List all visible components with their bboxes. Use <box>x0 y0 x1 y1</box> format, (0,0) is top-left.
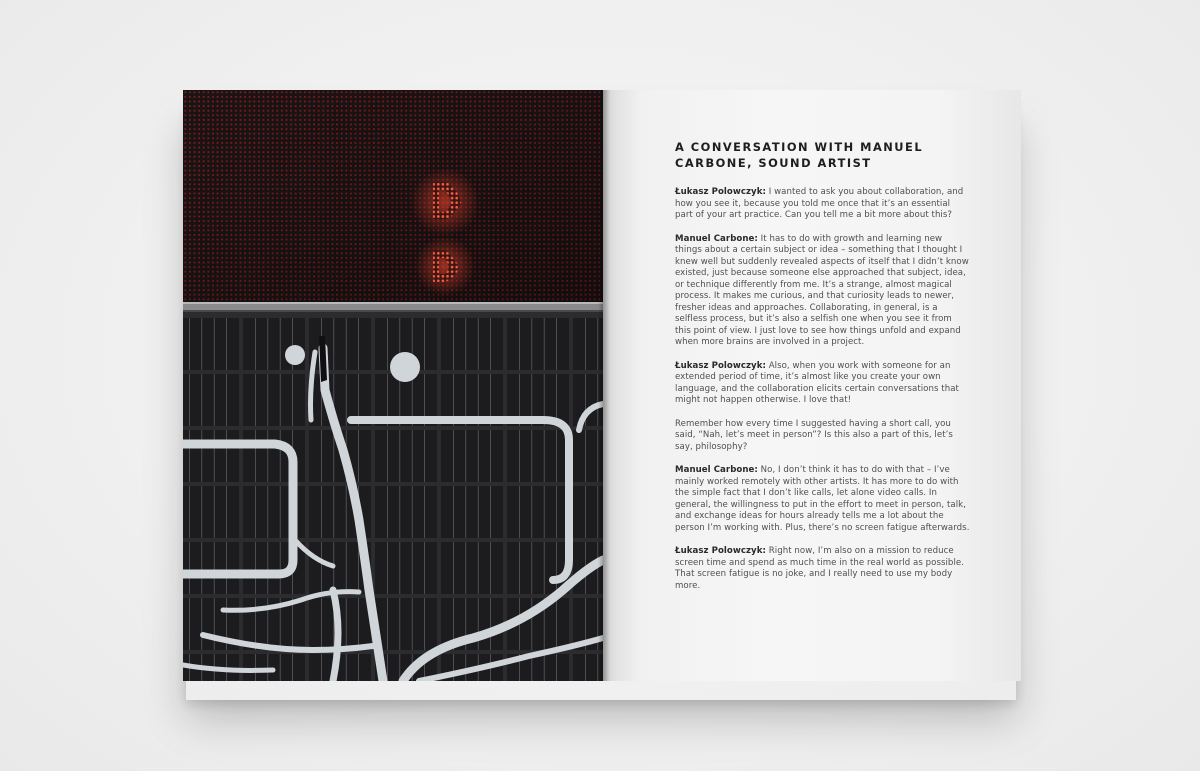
solar-cell <box>441 430 503 482</box>
paragraph-text: Right now, I’m also on a mission to reduce screen time and spend as much time in the real world as possible. That screen fatigue is no joke, and I really need to use my body more. <box>675 546 964 591</box>
solar-cell <box>309 318 371 370</box>
solar-cell <box>507 318 569 370</box>
solar-cell <box>183 486 239 538</box>
solar-cell <box>507 542 569 594</box>
solar-cell <box>573 374 603 426</box>
solar-cell <box>243 374 305 426</box>
right-page <box>603 90 1021 681</box>
solar-cell <box>441 318 503 370</box>
solar-cell <box>243 654 305 681</box>
speaker-name: Łukasz Polowczyk: <box>675 360 766 371</box>
solar-cell <box>375 486 437 538</box>
paragraph-text: Also, when you work with someone for an extended period of time, it’s almost like you create your own language, and the collaboration elicits certain conversations that might not happen otherwise. I love that! <box>675 360 959 405</box>
speaker-name: Łukasz Polowczyk: <box>675 187 766 197</box>
paragraph-text: It has to do with growth and learning new things about a certain subject or idea – something that I thought I knew well but suddenly revealed aspects of itself that I didn’t know existed, just because someone else approached that subject, idea, or technique differently from me. It’s a strange, almost magical process. It makes me curious, and that curiosity leads to newer, fresher ideas and approaches. Collaborating, in general, is a selfless process, but it’s also a selfish one when you see it from this point of view. I just love to see how things unfold and expand when more brains are involved in a project. <box>675 233 969 347</box>
article-paragraph <box>675 546 970 592</box>
article-paragraph <box>675 361 970 407</box>
solar-cell <box>183 318 239 370</box>
speaker-name: Łukasz Polowczyk: <box>675 546 766 556</box>
solar-cell <box>183 374 239 426</box>
solar-cell <box>375 430 437 482</box>
article <box>675 140 970 604</box>
solar-cell <box>441 486 503 538</box>
article-body <box>675 187 970 592</box>
article-paragraph <box>675 419 970 454</box>
solar-cell <box>573 318 603 370</box>
solar-cell <box>507 430 569 482</box>
solar-cell <box>375 598 437 650</box>
solar-cell <box>573 430 603 482</box>
solar-cell <box>573 654 603 681</box>
solar-cell <box>183 542 239 594</box>
paragraph-text: No, I don’t think it has to do with that – I’ve mainly worked remotely with other artists. It has more to do with the simple fact that I don’t like calls, let alone video calls. In general, the willingness to put in the effort to meet in person, talk, and exchange ideas for hours already tells me a lot about the person I’m working with. Plus, there’s no screen fatigue afterwards. <box>675 465 970 533</box>
artwork-photo <box>183 90 603 681</box>
speaker-name: Manuel Carbone: <box>675 233 758 244</box>
article-paragraph <box>675 465 970 534</box>
paragraph-text: I wanted to ask you about collaboration, and how you see it, because you told me once that it’s an essential part of your art practice. Can you tell me a bit more about this? <box>675 187 964 220</box>
solar-cell <box>375 542 437 594</box>
left-page-photo <box>183 90 603 681</box>
paint-dot-left <box>285 345 305 365</box>
solar-cell <box>441 542 503 594</box>
led-matrix-panel <box>183 90 603 302</box>
paragraph-text: Remember how every time I suggested having a short call, you said, “Nah, let’s meet in person”? Is this also a part of this, let’s say, philosophy? <box>675 418 953 452</box>
article-paragraph <box>675 187 970 222</box>
speaker-name: Manuel Carbone: <box>675 465 758 475</box>
solar-cell <box>573 486 603 538</box>
paint-dot-right <box>390 352 420 382</box>
article-paragraph <box>675 234 970 349</box>
article-title: A CONVERSATION WITH MANUEL CARBONE, SOUND ARTIST <box>675 140 924 170</box>
solar-cell <box>507 486 569 538</box>
solar-cell <box>183 430 239 482</box>
